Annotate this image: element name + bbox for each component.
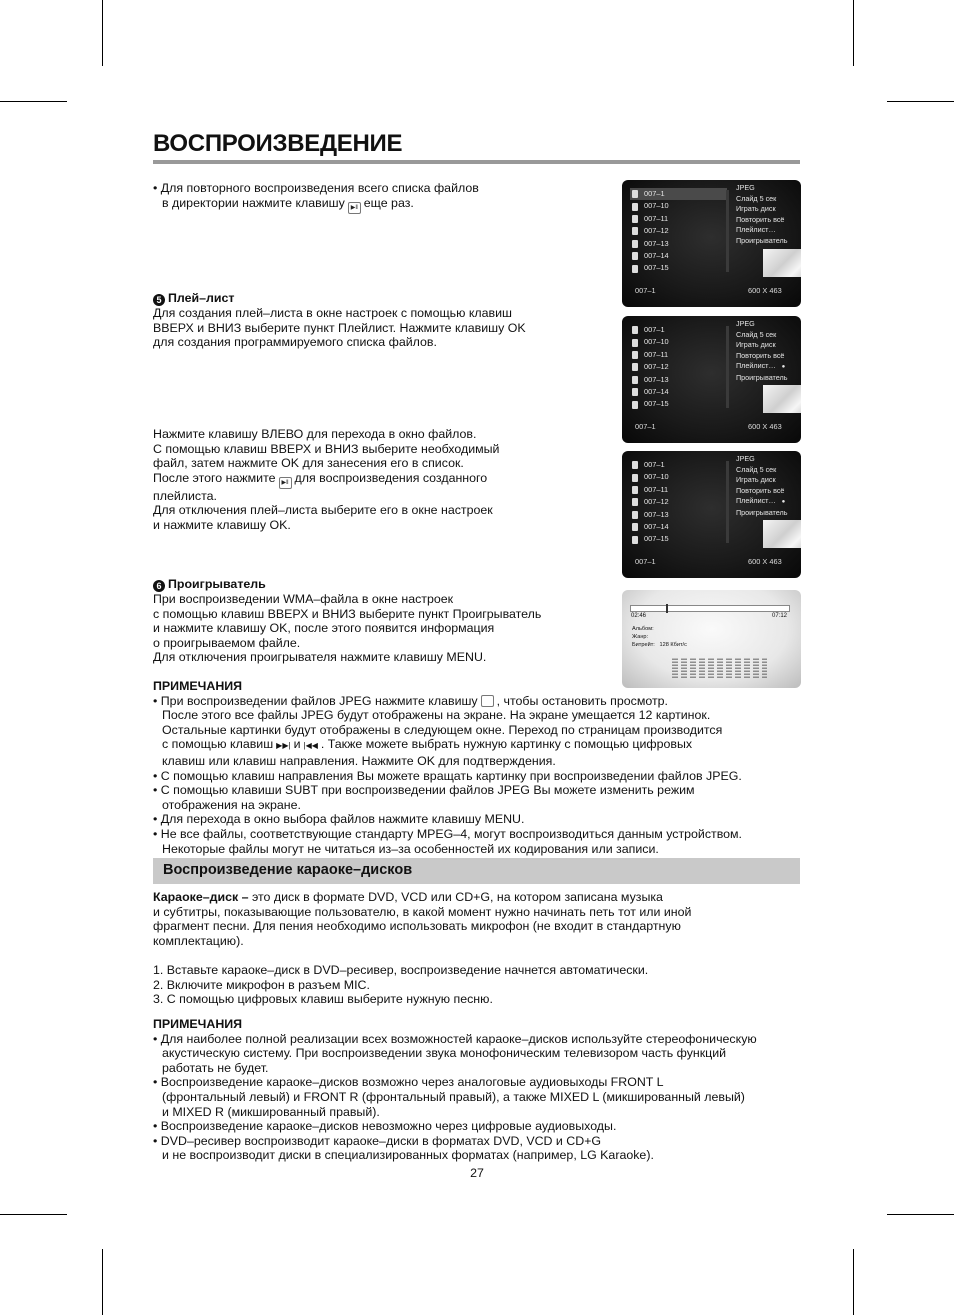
text-line: и нажмите клавишу OK. <box>153 517 291 532</box>
file-item[interactable]: 007–10 <box>630 200 727 212</box>
crop-mark <box>102 1249 103 1315</box>
equalizer-bars <box>672 658 767 678</box>
step-number-badge: 6 <box>153 580 165 592</box>
file-item[interactable]: 007–14 <box>630 250 727 262</box>
bullet-icon: ● <box>781 499 786 506</box>
intro-line: • Для повторного воспроизведения всего списка файлов <box>153 181 479 195</box>
option-player[interactable]: Проигрыватель <box>736 235 788 245</box>
intro-line: в директории нажмите клавишу ▶︎‖ еще раз. <box>153 196 803 214</box>
image-resolution: 600 X 463 <box>748 557 782 566</box>
file-icon <box>632 486 638 494</box>
file-icon <box>632 227 638 235</box>
text-line: клавиш или клавиш направления. Нажмите OK для подтверждения. <box>162 753 556 768</box>
notes-heading: ПРИМЕЧАНИЯ <box>153 1017 243 1031</box>
file-item[interactable]: 007–15 <box>630 398 727 410</box>
option-slide[interactable]: Слайд 5 сек <box>736 193 777 203</box>
file-icon <box>632 401 638 409</box>
file-item[interactable]: 007–13 <box>630 374 727 386</box>
file-icon <box>632 339 638 347</box>
text-line: работать не будет. <box>162 1060 269 1075</box>
crop-mark <box>0 1214 67 1215</box>
file-name: 007–1 <box>635 557 656 566</box>
note-item: • Воспроизведение караоке–дисков невозможно через цифровые аудиовыходы. <box>153 1119 617 1134</box>
file-icon <box>632 536 638 544</box>
file-icon <box>632 523 638 531</box>
jpeg-screen-1 <box>622 180 801 307</box>
file-item[interactable]: 007–14 <box>630 386 727 398</box>
option-repeat-all[interactable]: Повторить всё <box>736 485 785 495</box>
file-icon <box>632 190 638 198</box>
text-line: плейлиста. <box>153 488 217 503</box>
spacer <box>153 948 803 963</box>
scrollbar[interactable] <box>726 190 729 272</box>
text-line: файл, затем нажмите OK для занесения его в список. <box>153 456 464 471</box>
file-name: 007–1 <box>635 422 656 431</box>
text-line: отображения на экране. <box>162 797 301 812</box>
file-item[interactable]: 007–10 <box>630 471 727 483</box>
file-icon <box>632 363 638 371</box>
crop-mark <box>887 101 954 102</box>
title-underline <box>153 160 800 164</box>
elapsed-time: 02:46 <box>631 613 647 619</box>
option-play-disc[interactable]: Играть диск <box>736 475 776 485</box>
text-line: ВВЕРХ и ВНИЗ выберите пункт Плейлист. Нажмите клавишу OK <box>153 320 526 335</box>
text-line: Для отключения плей–листа выберите его в окне настроек <box>153 503 493 518</box>
progress-bar[interactable] <box>630 605 790 612</box>
file-icon <box>632 326 638 334</box>
file-icon <box>632 461 638 469</box>
page-number: 27 <box>470 1166 484 1180</box>
option-player[interactable]: Проигрыватель <box>736 507 788 517</box>
text-line: и MIXED R (микшированный правый). <box>162 1104 380 1119</box>
option-repeat-all[interactable]: Повторить всё <box>736 214 785 224</box>
crop-mark <box>853 1249 854 1315</box>
image-resolution: 600 X 463 <box>748 286 782 295</box>
text-line: При воспроизведении WMA–файла в окне настроек <box>153 592 454 606</box>
progress-knob[interactable] <box>666 604 668 613</box>
file-item[interactable]: 007–11 <box>630 484 727 496</box>
jpeg-screen-3 <box>622 451 801 578</box>
karaoke-section <box>153 890 803 1007</box>
step-item: 2. Включите микрофон в разъем MIC. <box>153 977 370 992</box>
step-item: 1. Вставьте караоке–диск в DVD–ресивер, воспроизведение начнется автоматически. <box>153 962 649 977</box>
options-title: JPEG <box>736 183 755 192</box>
text-line: (фронтальный левый) и FRONT R (фронтальный правый), а также MIXED L (микшированный левый) <box>162 1089 745 1104</box>
file-item[interactable]: 007–11 <box>630 213 727 225</box>
option-playlist[interactable]: Плейлист… ● <box>736 496 786 506</box>
option-play-disc[interactable]: Играть диск <box>736 340 776 350</box>
file-icon <box>632 240 638 248</box>
step-number-badge: 5 <box>153 294 165 306</box>
text-line: о проигрываемом файле. <box>153 635 301 650</box>
option-play-disc[interactable]: Играть диск <box>736 204 776 214</box>
play-pause-icon: ▶︎‖ <box>348 202 361 214</box>
crop-mark <box>102 0 103 66</box>
page-title: ВОСПРОИЗВЕДЕНИЕ <box>153 130 403 157</box>
file-item[interactable]: 007–10 <box>630 336 727 348</box>
file-icon <box>632 511 638 519</box>
text-line: С помощью клавиш ВВЕРХ и ВНИЗ выберите необходимый <box>153 441 500 456</box>
note-item: • Воспроизведение караоке–дисков возможно через аналоговые аудиовыходы FRONT L <box>153 1075 664 1090</box>
option-slide[interactable]: Слайд 5 сек <box>736 464 777 474</box>
file-icon <box>632 376 638 384</box>
total-time: 07:12 <box>771 613 787 619</box>
notes-heading: ПРИМЕЧАНИЯ <box>153 679 243 693</box>
crop-mark <box>853 0 854 66</box>
prev-icon: |◀◀ <box>303 741 318 751</box>
file-item[interactable]: 007–13 <box>630 509 727 521</box>
file-item[interactable]: 007–1 <box>630 459 727 471</box>
text-line: и не воспроизводит диски в специализированных форматах (например, LG Karaoke). <box>162 1148 654 1163</box>
next-icon: ▶▶| <box>276 741 291 751</box>
notes-jpeg <box>153 679 803 856</box>
file-icon <box>632 203 638 211</box>
file-icon <box>632 474 638 482</box>
track-info <box>632 625 687 649</box>
note-item: • Для перехода в окно выбора файлов нажмите клавишу MENU. <box>153 812 525 827</box>
file-item[interactable]: 007–12 <box>630 225 727 237</box>
section-heading: 5 Плей–лист <box>153 291 803 306</box>
options-menu <box>736 454 787 519</box>
text-line: и нажмите клавишу OK, после этого появится информация <box>153 621 495 636</box>
text-line: Для создания плей–листа в окне настроек с помощью клавиш <box>153 306 512 320</box>
image-thumbnail <box>763 520 801 548</box>
section-band-title: Воспроизведение караоке–дисков <box>163 862 413 878</box>
bullet-icon: ● <box>781 364 786 371</box>
section-band <box>153 858 800 884</box>
text-line: Нажмите клавишу ВЛЕВО для перехода в окно файлов. <box>153 427 477 441</box>
file-icon <box>632 215 638 223</box>
text-line: для создания программируемого списка файлов. <box>153 335 437 350</box>
options-menu <box>736 183 787 247</box>
step-item: 3. С помощью цифровых клавиш выберите нужную песню. <box>153 992 493 1007</box>
image-resolution: 600 X 463 <box>748 422 782 431</box>
note-item: • DVD–ресивер воспроизводит караоке–диски в форматах DVD, VCD и CD+G <box>153 1133 602 1148</box>
text-line: Караоке–диск – это диск в формате DVD, VCD или CD+G, на котором записана музыка <box>153 890 663 904</box>
file-list <box>630 188 727 275</box>
file-item[interactable]: 007–15 <box>630 262 727 274</box>
stop-icon <box>481 695 494 707</box>
file-item[interactable]: 007–1 <box>630 324 727 336</box>
scrollbar[interactable] <box>726 326 729 408</box>
file-item[interactable]: 007–11 <box>630 349 727 361</box>
jpeg-screen-2 <box>622 316 801 443</box>
crop-mark <box>887 1214 954 1215</box>
option-repeat-all[interactable]: Повторить всё <box>736 350 785 360</box>
file-icon <box>632 498 638 506</box>
note-item: • При воспроизведении файлов JPEG нажмите клавишу , чтобы остановить просмотр. <box>153 693 668 708</box>
option-playlist[interactable]: Плейлист… <box>736 225 776 235</box>
wma-player-screen <box>622 590 801 688</box>
options-menu <box>736 319 787 384</box>
options-title: JPEG <box>736 454 755 463</box>
genre-label: Жанр: <box>632 634 649 640</box>
bitrate-row: Битрейт: 128 Кбит/с <box>632 642 687 648</box>
image-thumbnail <box>763 249 801 277</box>
option-playlist[interactable]: Плейлист… ● <box>736 361 786 371</box>
text-line: комплектацию). <box>153 933 244 948</box>
album-label: Альбом: <box>632 626 654 632</box>
text-line: с помощью клавиш ▶▶| и |◀◀ . Также можете выбрать нужную картинку с помощью цифровых <box>162 737 693 752</box>
file-item[interactable]: 007–12 <box>630 496 727 508</box>
option-player[interactable]: Проигрыватель <box>736 372 788 382</box>
text-line: акустическую систему. При воспроизведении звука монофоническим телевизором часть функций <box>162 1046 727 1061</box>
text-line: с помощью клавиш ВВЕРХ и ВНИЗ выберите пункт Проигрыватель <box>153 606 542 621</box>
scrollbar[interactable] <box>726 461 729 543</box>
section-heading: 6 Проигрыватель <box>153 577 803 592</box>
note-item: • С помощью клавиши SUBT при воспроизведении файлов JPEG Вы можете изменить режим <box>153 783 695 798</box>
options-title: JPEG <box>736 319 755 328</box>
file-icon <box>632 265 638 273</box>
file-item[interactable]: 007–14 <box>630 521 727 533</box>
option-slide[interactable]: Слайд 5 сек <box>736 329 777 339</box>
file-name: 007–1 <box>635 286 656 295</box>
play-pause-icon: ▶︎‖ <box>279 477 292 489</box>
file-item[interactable]: 007–1 <box>630 188 727 200</box>
text-line: и субтитры, показывающие пользователю, в какой момент нужно начинать петь тот или иной <box>153 904 692 919</box>
text-line: После этого все файлы JPEG будут отображены на экране. На экране умещается 12 картинок. <box>162 708 711 723</box>
note-item: • Для наиболее полной реализации всех возможностей караоке–дисков используйте стереофоническую <box>153 1031 757 1046</box>
file-item[interactable]: 007–15 <box>630 533 727 545</box>
image-thumbnail <box>763 385 801 413</box>
file-icon <box>632 388 638 396</box>
file-icon <box>632 252 638 260</box>
file-list <box>630 324 727 411</box>
text-line: После этого нажмите ▶︎‖ для воспроизведения созданного <box>153 471 803 489</box>
file-item[interactable]: 007–13 <box>630 238 727 250</box>
crop-mark <box>0 101 67 102</box>
text-line: фрагмент песни. Для пения необходимо использовать микрофон (не входит в стандартную <box>153 919 681 934</box>
note-item: • С помощью клавиш направления Вы можете вращать картинку при воспроизведении файлов JPEG. <box>153 768 742 783</box>
text-line: Остальные картинки будут отображены в следующем окне. Переход по страницам производится <box>162 722 723 737</box>
note-item: • Не все файлы, соответствующие стандарту MPEG–4, могут воспроизводиться данным устройством. <box>153 826 742 841</box>
file-icon <box>632 351 638 359</box>
text-line: Некоторые файлы могут не читаться из–за особенностей их кодирования или записи. <box>162 841 659 856</box>
file-item[interactable]: 007–12 <box>630 361 727 373</box>
notes-karaoke <box>153 1017 813 1163</box>
text-line: Для отключения проигрывателя нажмите клавишу MENU. <box>153 650 487 665</box>
file-list <box>630 459 727 546</box>
